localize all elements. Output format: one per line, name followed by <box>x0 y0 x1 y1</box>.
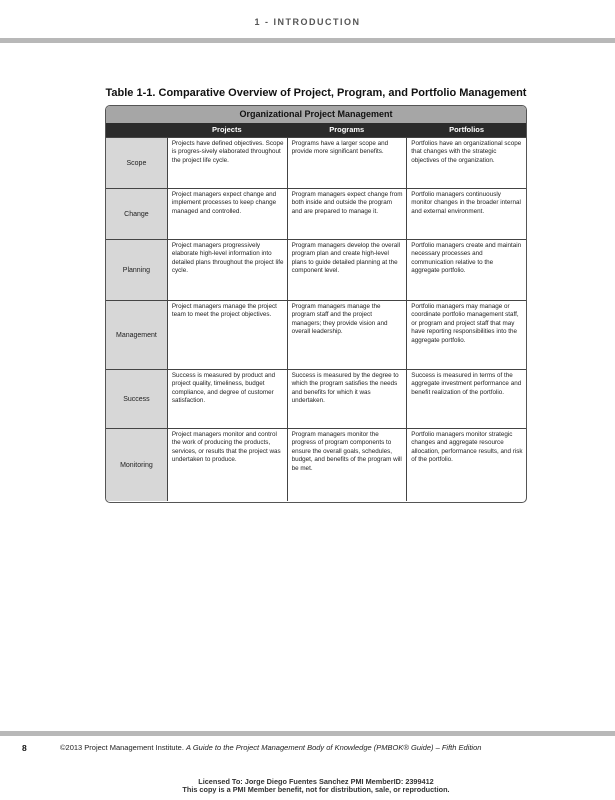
table-cell: Program managers manage the program staff and the project managers; they provide vision and overall leadership. <box>287 301 407 369</box>
table-cell: Project managers expect change and implement processes to keep change managed and controlled. <box>167 189 287 239</box>
table-cell: Success is measured by the degree to which the program satisfies the needs and benefits for which it was undertaken. <box>287 370 407 428</box>
table-row-success <box>106 369 526 428</box>
column-header-projects: Projects <box>166 123 286 137</box>
row-label: Management <box>106 301 167 369</box>
row-label: Planning <box>106 240 167 300</box>
table-cell: Project managers monitor and control the work of producing the products, services, or results that the project was undertaken to produce. <box>167 429 287 501</box>
column-header-row <box>106 123 526 137</box>
book-title: A Guide to the Project Management Body of Knowledge (PMBOK® Guide) – Fifth Edition <box>186 743 482 752</box>
row-label: Scope <box>106 138 167 188</box>
table-cell: Portfolio managers may manage or coordinate portfolio management staff, or program and project staff that may have reporting responsibilities into the aggregate portfolio. <box>406 301 526 369</box>
table-cell: Programs have a larger scope and provide more significant benefits. <box>287 138 407 188</box>
column-header-blank <box>106 123 166 137</box>
column-header-programs: Programs <box>286 123 406 137</box>
table-cell: Project managers manage the project team to meet the project objectives. <box>167 301 287 369</box>
column-header-portfolios: Portfolios <box>406 123 526 137</box>
header-rule <box>0 38 615 43</box>
row-label: Success <box>106 370 167 428</box>
license-notice <box>0 778 615 794</box>
license-line-2: This copy is a PMI Member benefit, not for distribution, sale, or reproduction. <box>182 785 450 794</box>
comparison-table <box>105 105 527 503</box>
row-label: Monitoring <box>106 429 167 501</box>
table-cell: Program managers monitor the progress of program components to ensure the overall goals, schedules, budget, and benefits of the program will be met. <box>287 429 407 501</box>
table-cell: Program managers develop the overall program plan and create high-level plans to guide detailed planning at the component level. <box>287 240 407 300</box>
table-cell: Portfolio managers continuously monitor changes in the broader internal and external environment. <box>406 189 526 239</box>
chapter-header: 1 - INTRODUCTION <box>254 17 361 27</box>
table-cell: Success is measured by product and project quality, timeliness, budget compliance, and degree of customer satisfaction. <box>167 370 287 428</box>
footer-rule <box>0 731 615 736</box>
copyright-prefix: ©2013 Project Management Institute. <box>60 743 184 752</box>
table-cell: Program managers expect change from both inside and outside the program and are prepared to manage it. <box>287 189 407 239</box>
table-row-change <box>106 188 526 239</box>
table-cell: Project managers progressively elaborate high-level information into detailed plans throughout the project life cycle. <box>167 240 287 300</box>
table-row-management <box>106 300 526 369</box>
table-row-monitoring <box>106 428 526 501</box>
page-number: 8 <box>22 743 27 753</box>
table-row-planning <box>106 239 526 300</box>
license-line-1: Licensed To: Jorge Diego Fuentes Sanchez PMI MemberID: 2399412 <box>198 777 434 786</box>
table-row-scope <box>106 137 526 188</box>
row-label: Change <box>106 189 167 239</box>
table-cell: Portfolio managers monitor strategic changes and aggregate resource allocation, performance results, and risk of the portfolio. <box>406 429 526 501</box>
table-cell: Portfolios have an organizational scope that changes with the strategic objectives of the organization. <box>406 138 526 188</box>
table-cell: Projects have defined objectives. Scope is progres-sively elaborated throughout the project life cycle. <box>167 138 287 188</box>
table-cell: Portfolio managers create and maintain necessary processes and communication relative to the aggregate portfolio. <box>406 240 526 300</box>
table-title: Table 1-1. Comparative Overview of Project, Program, and Portfolio Management <box>105 87 527 99</box>
table-cell: Success is measured in terms of the aggregate investment performance and benefit realization of the portfolio. <box>406 370 526 428</box>
table-band-heading: Organizational Project Management <box>106 106 526 123</box>
copyright-notice <box>60 743 481 752</box>
